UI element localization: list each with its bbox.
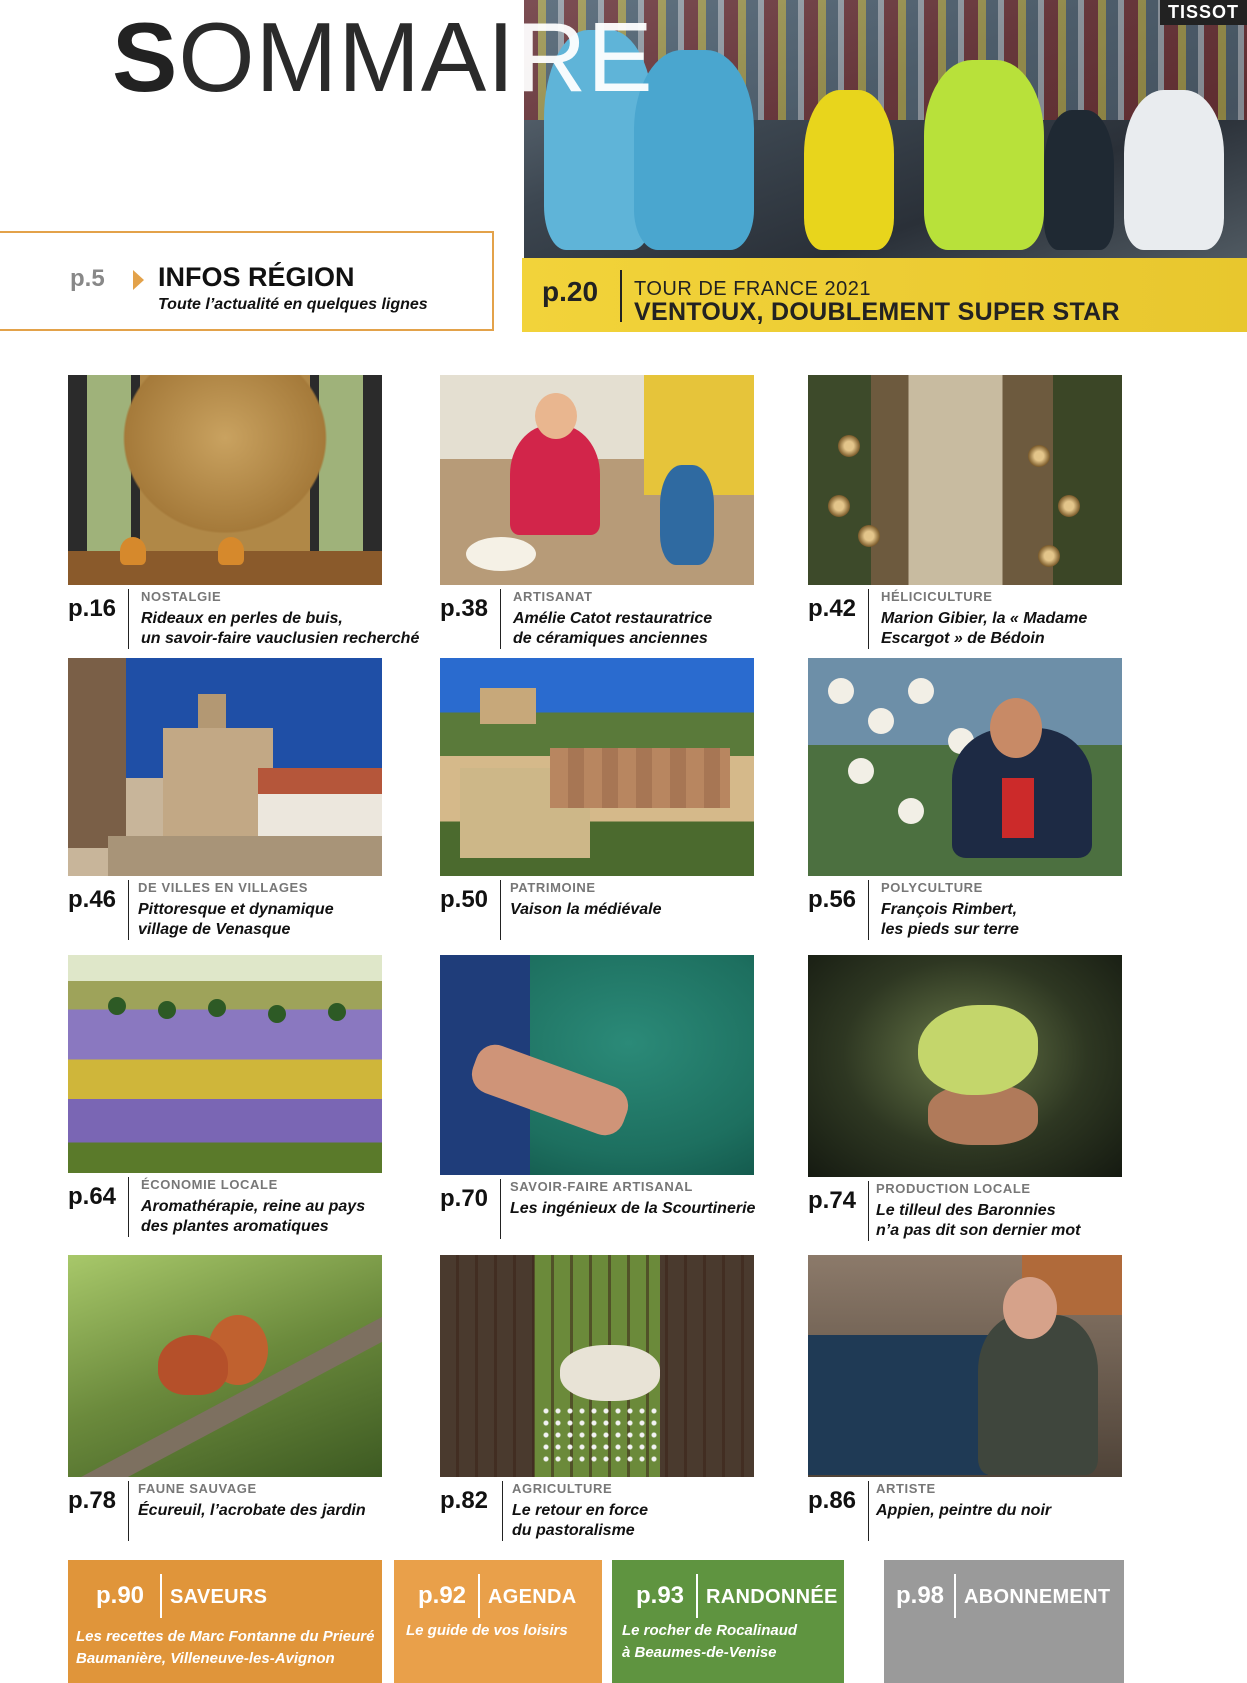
article-description: Écureuil, l’acrobate des jardin (138, 1502, 366, 1519)
article-description: Pittoresque et dynamique village de Venasque (138, 901, 334, 938)
article-page-number: p.64 (68, 1183, 117, 1210)
article-description: Le tilleul des Baronnies n’a pas dit son dernier mot (876, 1202, 1081, 1239)
page-title (112, 2, 654, 112)
roof (258, 768, 382, 794)
feature-page-number: p.20 (542, 276, 599, 307)
article-category: ÉCONOMIE LOCALE (141, 1177, 278, 1192)
article-page-number: p.50 (440, 886, 489, 913)
box-page-number: p.90 (96, 1582, 145, 1609)
article-page-number: p.70 (440, 1185, 489, 1212)
article-photo (68, 658, 382, 876)
article-description: Le retour en force du pastoralisme (512, 1502, 649, 1539)
article-category: PRODUCTION LOCALE (876, 1181, 1031, 1196)
article-description: Amélie Catot restauratrice de céramiques anciennes (513, 610, 713, 647)
article-page-number: p.78 (68, 1487, 117, 1514)
article-card-savoir-faire[interactable] (440, 955, 754, 1241)
divider (868, 1181, 869, 1241)
article-photo (68, 1255, 382, 1477)
box-title: RANDONNÉE (706, 1586, 838, 1608)
bottom-box-agenda[interactable] (394, 1560, 602, 1683)
tree (108, 997, 126, 1015)
feature-divider (620, 270, 622, 322)
article-photo (440, 375, 754, 585)
cyclist (804, 90, 894, 250)
article-description: Appien, peintre du noir (876, 1502, 1052, 1519)
stone-wall (108, 836, 382, 876)
box-title: AGENDA (488, 1586, 577, 1608)
box-page-number: p.92 (418, 1582, 467, 1609)
divider (478, 1574, 480, 1618)
article-card-polyculture[interactable] (808, 658, 1122, 942)
linden-flowers (918, 1005, 1038, 1095)
cyclist (924, 60, 1044, 250)
article-photo (440, 955, 754, 1175)
head (1003, 1277, 1057, 1339)
flower-pot (120, 537, 146, 565)
divider (500, 589, 501, 649)
cyclist (1044, 110, 1114, 250)
church (163, 728, 273, 838)
box-page-number: p.98 (896, 1582, 945, 1609)
sheep (560, 1345, 660, 1401)
article-category: SAVOIR-FAIRE ARTISANAL (510, 1179, 693, 1194)
article-photo (68, 375, 382, 585)
tree (208, 999, 226, 1017)
article-photo (808, 955, 1122, 1177)
bottom-box-abonnement[interactable] (884, 1560, 1124, 1683)
infos-subtitle: Toute l’actualité en quelques lignes (158, 296, 428, 313)
tree (328, 1003, 346, 1021)
snail (828, 495, 850, 517)
divider (954, 1574, 956, 1618)
divider (696, 1574, 698, 1618)
flowers (540, 1405, 660, 1465)
article-card-agriculture[interactable] (440, 1255, 754, 1543)
painting (808, 1335, 988, 1475)
bottom-box-randonnee[interactable] (612, 1560, 844, 1683)
divider (502, 1481, 503, 1541)
blossom (908, 678, 934, 704)
divider (128, 1177, 129, 1237)
village-roofs (550, 748, 730, 808)
article-category: FAUNE SAUVAGE (138, 1481, 257, 1496)
divider (128, 880, 129, 940)
article-description: Rideaux en perles de buis, un savoir-faire vauclusien recherché (141, 610, 420, 647)
feature-kicker: TOUR DE FRANCE 2021 (634, 278, 871, 300)
article-photo (68, 955, 382, 1173)
vase (660, 465, 714, 565)
article-photo (808, 658, 1122, 876)
snail (1038, 545, 1060, 567)
divider (868, 589, 869, 649)
article-card-faune[interactable] (68, 1255, 382, 1543)
article-category: ARTISANAT (513, 589, 593, 604)
article-page-number: p.86 (808, 1487, 857, 1514)
box-description: Les recettes de Marc Fontanne du Prieuré Baumanière, Villeneuve-les-Avignon (76, 1628, 375, 1667)
article-page-number: p.42 (808, 595, 857, 622)
tree (158, 1001, 176, 1019)
blossom (898, 798, 924, 824)
box-page-number: p.93 (636, 1582, 685, 1609)
snail (858, 525, 880, 547)
article-photo (440, 658, 754, 876)
article-card-economie[interactable] (68, 955, 382, 1239)
article-category: PATRIMOINE (510, 880, 596, 895)
title-middle: OMMAI (178, 2, 516, 112)
article-category: HÉLICICULTURE (881, 589, 993, 604)
feature-band[interactable] (522, 258, 1247, 332)
head (990, 698, 1042, 758)
article-category: AGRICULTURE (512, 1481, 613, 1496)
article-page-number: p.16 (68, 595, 117, 622)
divider (128, 589, 129, 649)
infos-title: INFOS RÉGION (158, 262, 355, 292)
box-title: ABONNEMENT (964, 1586, 1111, 1608)
article-category: NOSTALGIE (141, 589, 222, 604)
divider (868, 880, 869, 940)
shirt (1002, 778, 1034, 838)
article-category: DE VILLES EN VILLAGES (138, 880, 309, 895)
article-page-number: p.38 (440, 595, 489, 622)
divider (128, 1481, 129, 1541)
cyclist (1124, 90, 1224, 250)
divider (500, 1179, 501, 1239)
article-card-production[interactable] (808, 955, 1122, 1243)
woman (510, 425, 600, 535)
divider (868, 1481, 869, 1541)
castle (480, 688, 536, 724)
blossom (848, 758, 874, 784)
article-category: ARTISTE (876, 1481, 936, 1496)
snail (1028, 445, 1050, 467)
plate (466, 537, 536, 571)
article-card-nostalgie[interactable] (68, 375, 420, 651)
arrow-right-icon (133, 270, 144, 290)
box-description: Le rocher de Rocalinaud à Beaumes-de-Venise (622, 1622, 798, 1661)
snail (1058, 495, 1080, 517)
title-initial: S (112, 2, 179, 112)
article-page-number: p.56 (808, 886, 857, 913)
infos-page-number: p.5 (70, 265, 105, 292)
divider (160, 1574, 162, 1618)
article-card-artisanat[interactable] (440, 375, 754, 651)
article-description: Marion Gibier, la « Madame Escargot » de Bédoin (881, 610, 1088, 647)
article-card-artiste[interactable] (808, 1255, 1122, 1543)
blossom (828, 678, 854, 704)
article-description: Les ingénieux de la Scourtinerie (510, 1200, 756, 1217)
article-card-villages[interactable] (68, 658, 382, 942)
article-description: François Rimbert, les pieds sur terre (881, 901, 1019, 938)
article-card-heliciculture[interactable] (808, 375, 1122, 651)
blossom (868, 708, 894, 734)
bottom-box-saveurs[interactable] (68, 1560, 382, 1683)
flower-pot (218, 537, 244, 565)
box-title: SAVEURS (170, 1586, 268, 1608)
article-description: Aromathérapie, reine au pays des plantes aromatiques (141, 1198, 366, 1235)
feature-title: VENTOUX, DOUBLEMENT SUPER STAR (634, 298, 1120, 326)
snail (838, 435, 860, 457)
squirrel (158, 1335, 228, 1395)
stone-wall (68, 658, 126, 848)
sponsor-banner: TISSOT (1160, 0, 1247, 25)
article-category: POLYCULTURE (881, 880, 983, 895)
divider (500, 880, 501, 940)
article-page-number: p.82 (440, 1487, 489, 1514)
article-card-patrimoine[interactable] (440, 658, 754, 942)
article-photo (808, 1255, 1122, 1477)
article-page-number: p.74 (808, 1187, 857, 1214)
article-description: Vaison la médiévale (510, 901, 662, 918)
infos-region-box[interactable] (0, 231, 494, 331)
man (978, 1315, 1098, 1475)
article-photo (440, 1255, 754, 1477)
article-page-number: p.46 (68, 886, 117, 913)
title-end: RE (515, 2, 654, 112)
box-description: Le guide de vos loisirs (406, 1622, 568, 1639)
article-photo (808, 375, 1122, 585)
tree (268, 1005, 286, 1023)
head (535, 393, 577, 439)
